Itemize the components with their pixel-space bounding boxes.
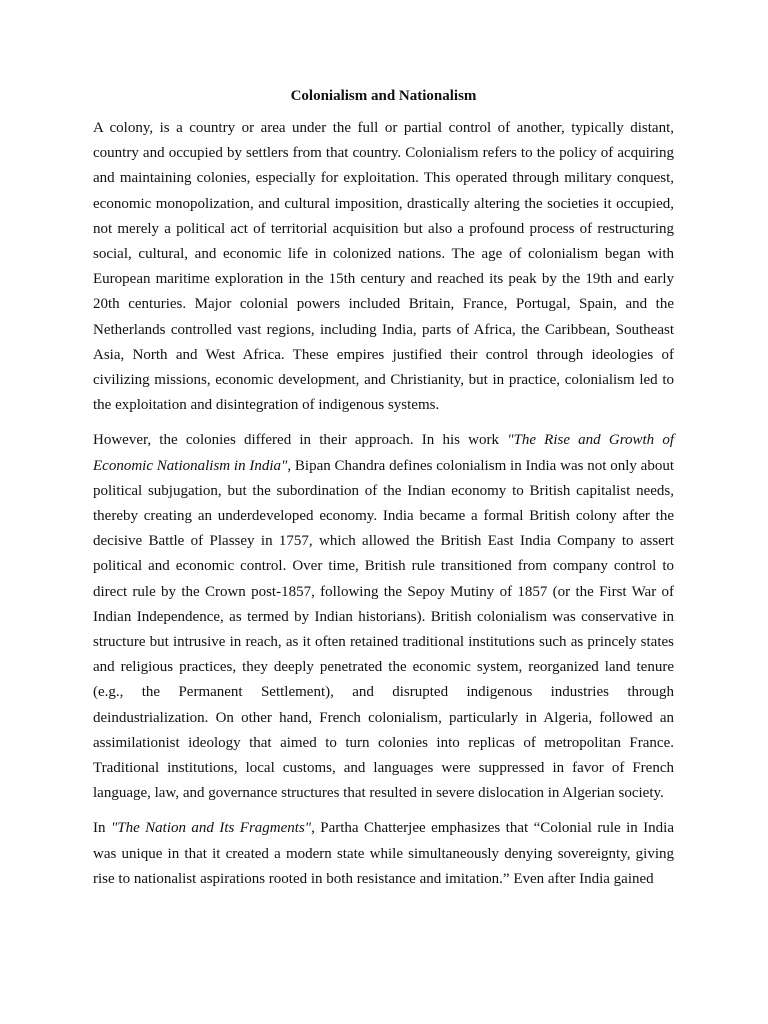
book-title-rise-and-growth: "The Rise and Growth of Economic Nationalism in India" bbox=[93, 432, 675, 474]
paragraph-2-text-b: , Bipan Chandra defines colonialism in India was not only about political subjugation, but the subordination of the Indian economy to British capitalist needs, thereby creating an underdeveloped economy. India became a formal British colony after the decisive Battle of Plassey in 1757, which allowed the British East India Company to assert political and economic control. Over time, British rule transitioned from company control to direct rule by the Crown post-1857, following the Sepoy Mutiny of 1857 (or the First War of Indian Independence, as termed by Indian historians). British colonialism was conservative in structure but intrusive in reach, as it often retained traditional institutions such as princely states and religious practices, they deeply penetrated the economic system, reorganized land tenure (e.g., the Permanent Settlement), and disrupted indigenous industries through deindustrialization. On other hand, French colonialism, particularly in Algeria, followed an assimilationist ideology that aimed to turn colonies into replicas of metropolitan France. Traditional institutions, local customs, and languages were suppressed in favor of French language, law, and governance structures that resulted in severe dislocation in Algerian society. bbox=[93, 457, 674, 802]
paragraph-3-text-b: , Partha Chatterjee emphasizes that “Colonial rule in India was unique in that it created a modern state while simultaneously denying sovereignty, giving rise to nationalist aspirations rooted in both resistance and imitation.” Even after India gained bbox=[93, 820, 675, 887]
document-title: Colonialism and Nationalism bbox=[290, 88, 477, 104]
paragraph-2 bbox=[93, 428, 674, 806]
book-title-nation-and-fragments: "The Nation and Its Fragments" bbox=[110, 820, 312, 837]
paragraph-3-text-a: In bbox=[93, 820, 111, 837]
document-page bbox=[93, 86, 674, 902]
paragraph-3 bbox=[93, 816, 674, 892]
paragraph-2-text-a: However, the colonies differed in their approach. In his work bbox=[93, 432, 508, 449]
paragraph-1 bbox=[93, 116, 674, 418]
paragraph-1-text: A colony, is a country or area under the full or partial control of another, typically distant, country and occupied by settlers from that country. Colonialism refers to the policy of acquiring and maintaining colonies, especially for exploitation. This operated through military conquest, economic monopolization, and cultural imposition, drastically altering the societies it occupied, not merely a political act of territorial acquisition but also a profound process of restructuring social, cultural, and economic life in colonized nations. The age of colonialism began with European maritime exploration in the 15th century and reached its peak by the 19th and early 20th centuries. Major colonial powers included Britain, France, Portugal, Spain, and the Netherlands controlled vast regions, including India, parts of Africa, the Caribbean, Southeast Asia, North and West Africa. These empires justified their control through ideologies of civilizing missions, economic development, and Christianity, but in practice, colonialism led to the exploitation and disintegration of indigenous systems. bbox=[93, 120, 674, 414]
